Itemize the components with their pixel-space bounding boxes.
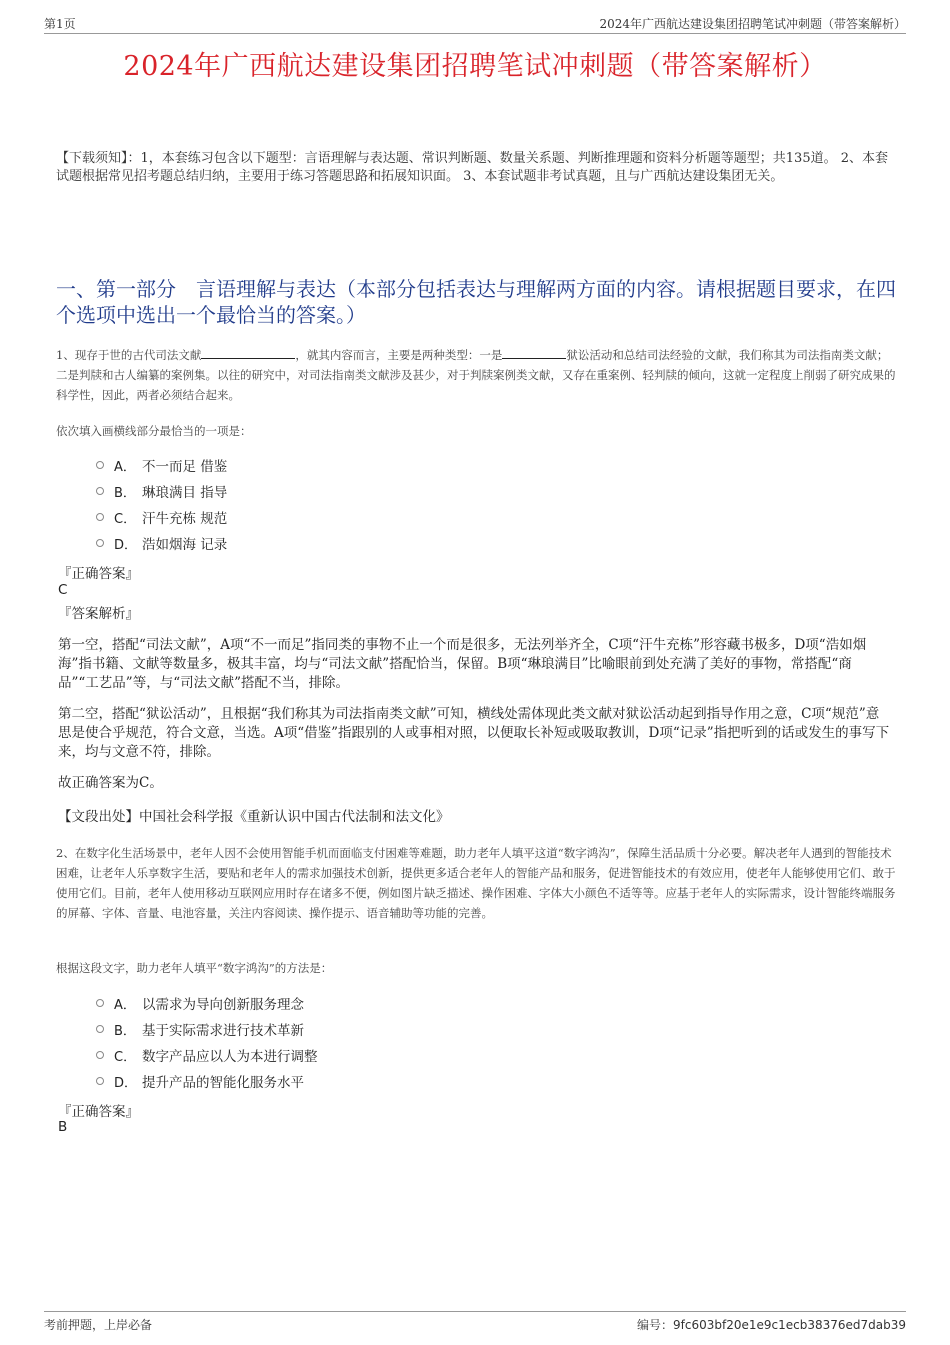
q2-option-b[interactable]: B． 基于实际需求进行技术革新 xyxy=(96,1016,696,1042)
radio-icon[interactable] xyxy=(96,487,104,495)
radio-icon[interactable] xyxy=(96,1077,104,1085)
footer-divider xyxy=(44,1311,906,1312)
header-doc-title: 2024年广西航达建设集团招聘笔试冲刺题（带答案解析） xyxy=(599,17,906,31)
radio-icon[interactable] xyxy=(96,999,104,1007)
q1-answer-label: 『正确答案』 xyxy=(58,566,139,582)
q2-option-a[interactable]: A． 以需求为导向创新服务理念 xyxy=(96,990,696,1016)
header-page-number: 第1页 xyxy=(44,17,76,31)
radio-icon[interactable] xyxy=(96,1051,104,1059)
footer-code xyxy=(637,1316,906,1333)
radio-icon[interactable] xyxy=(96,461,104,469)
q2-ask: 根据这段文字，助力老年人填平“数字鸿沟”的方法是： xyxy=(56,961,333,975)
radio-icon[interactable] xyxy=(96,513,104,521)
q1-source: 【文段出处】中国社会科学报《重新认识中国古代法制和法文化》 xyxy=(58,809,450,825)
q1-option-d[interactable]: D． 浩如烟海 记录 xyxy=(96,530,696,556)
q2-option-d[interactable]: D． 提升产品的智能化服务水平 xyxy=(96,1068,696,1094)
question-1-stem xyxy=(56,345,896,405)
q1-text-a: 1、现存于世的古代司法文献 xyxy=(56,348,202,362)
section-heading: 一、第一部分 言语理解与表达（本部分包括表达与理解两方面的内容。请根据题目要求，在四个选项中选出一个最恰当的答案。） xyxy=(56,277,896,327)
q2-options xyxy=(96,990,696,1094)
page-title: 2024年广西航达建设集团招聘笔试冲刺题（带答案解析） xyxy=(123,51,827,82)
radio-icon[interactable] xyxy=(96,539,104,547)
q1-conclusion: 故正确答案为C。 xyxy=(58,775,163,791)
download-notice: 【下载须知】：1，本套练习包含以下题型：言语理解与表达题、常识判断题、数量关系题、判断推理题和资料分析题等题型；共135道。 2、本套试题根据常见招考题总结归纳，主要用于练习答题思路和拓展知识面。 3、本套试题非考试真题，且与广西航达建设集团无关。 xyxy=(56,151,888,184)
q1-blank-1 xyxy=(201,346,295,359)
question-2-stem: 2、在数字化生活场景中，老年人因不会使用智能手机而面临支付困难等难题，助力老年人填平这道“数字鸿沟”，保障生活品质十分必要。解决老年人遇到的智能技术困难，让老年人乐享数字生活，要贴和老年人的需求加强技术创新，提供更多适合老年人的智能产品和服务，促进智能技术的有效应用，使老年人能够使用它们、敢于使用它们。目前，老年人使用移动互联网应用时存在诸多不便，例如图片缺乏描述、操作困难、字体大小颜色不适等等。应基于老年人的实际需求，设计智能终端服务的屏幕、字体、音量、电池容量，关注内容阅读、操作提示、语音辅助等功能的完善。 xyxy=(56,846,896,920)
q1-option-b[interactable]: B． 琳琅满目 指导 xyxy=(96,478,696,504)
q1-analysis-paragraph-1: 第一空，搭配“司法文献”，A项“不一而足”指同类的事物不止一个而是很多，无法列举齐全，C项“汗牛充栋”形容藏书极多，D项“浩如烟海”指书籍、文献等数量多，极其丰富，均与“司法文献”搭配恰当，保留。B项“琳琅满目”比喻眼前到处充满了美好的事物，常搭配“商品”“工艺品”等，与“司法文献”搭配不当，排除。 xyxy=(58,637,867,691)
q2-answer-label: 『正确答案』 xyxy=(58,1104,139,1120)
q1-option-a[interactable]: A． 不一而足 借鉴 xyxy=(96,452,696,478)
q2-option-c[interactable]: C． 数字产品应以人为本进行调整 xyxy=(96,1042,696,1068)
q2-answer: B xyxy=(58,1119,68,1135)
q1-text-b: ，就其内容而言，主要是两种类型：一是 xyxy=(295,348,503,362)
q1-answer: C xyxy=(58,582,68,598)
q1-blank-2 xyxy=(502,346,566,359)
q1-option-c[interactable]: C． 汗牛充栋 规范 xyxy=(96,504,696,530)
q1-ask: 依次填入画横线部分最恰当的一项是： xyxy=(56,424,252,438)
q1-analysis-paragraph-2: 第二空，搭配“狱讼活动”，且根据“我们称其为司法指南类文献”可知，横线处需体现此类文献对狱讼活动起到指导作用之意，C项“规范”意思是使合乎规范，符合文意，当选。A项“借鉴”指跟别的人或事相对照，以便取长补短或吸取教训，D项“记录”指把听到的话或发生的事写下来，均与文意不符，排除。 xyxy=(58,706,890,760)
footer-code-value: 9fc603bf20e1e9c1ecb38376ed7dab39 xyxy=(672,1318,906,1332)
q1-analysis-label: 『答案解析』 xyxy=(58,606,139,622)
q1-text-c: 狱讼活动和总结司法经验的文献，我们称其为司法指南类文献；二是判牍和古人编纂的案例集。以往的研究中，对司法指南类文献涉及甚少，对于判牍案例类文献，又存在重案例、轻判牍的倾向，这就一定程度上削弱了研究成果的科学性，因此，两者必须结合起来。 xyxy=(56,348,896,402)
radio-icon[interactable] xyxy=(96,1025,104,1033)
footer-code-label: 编号： xyxy=(636,1318,673,1332)
q1-options xyxy=(96,452,696,556)
header-divider xyxy=(44,33,906,34)
footer-slogan: 考前押题，上岸必备 xyxy=(44,1318,153,1332)
